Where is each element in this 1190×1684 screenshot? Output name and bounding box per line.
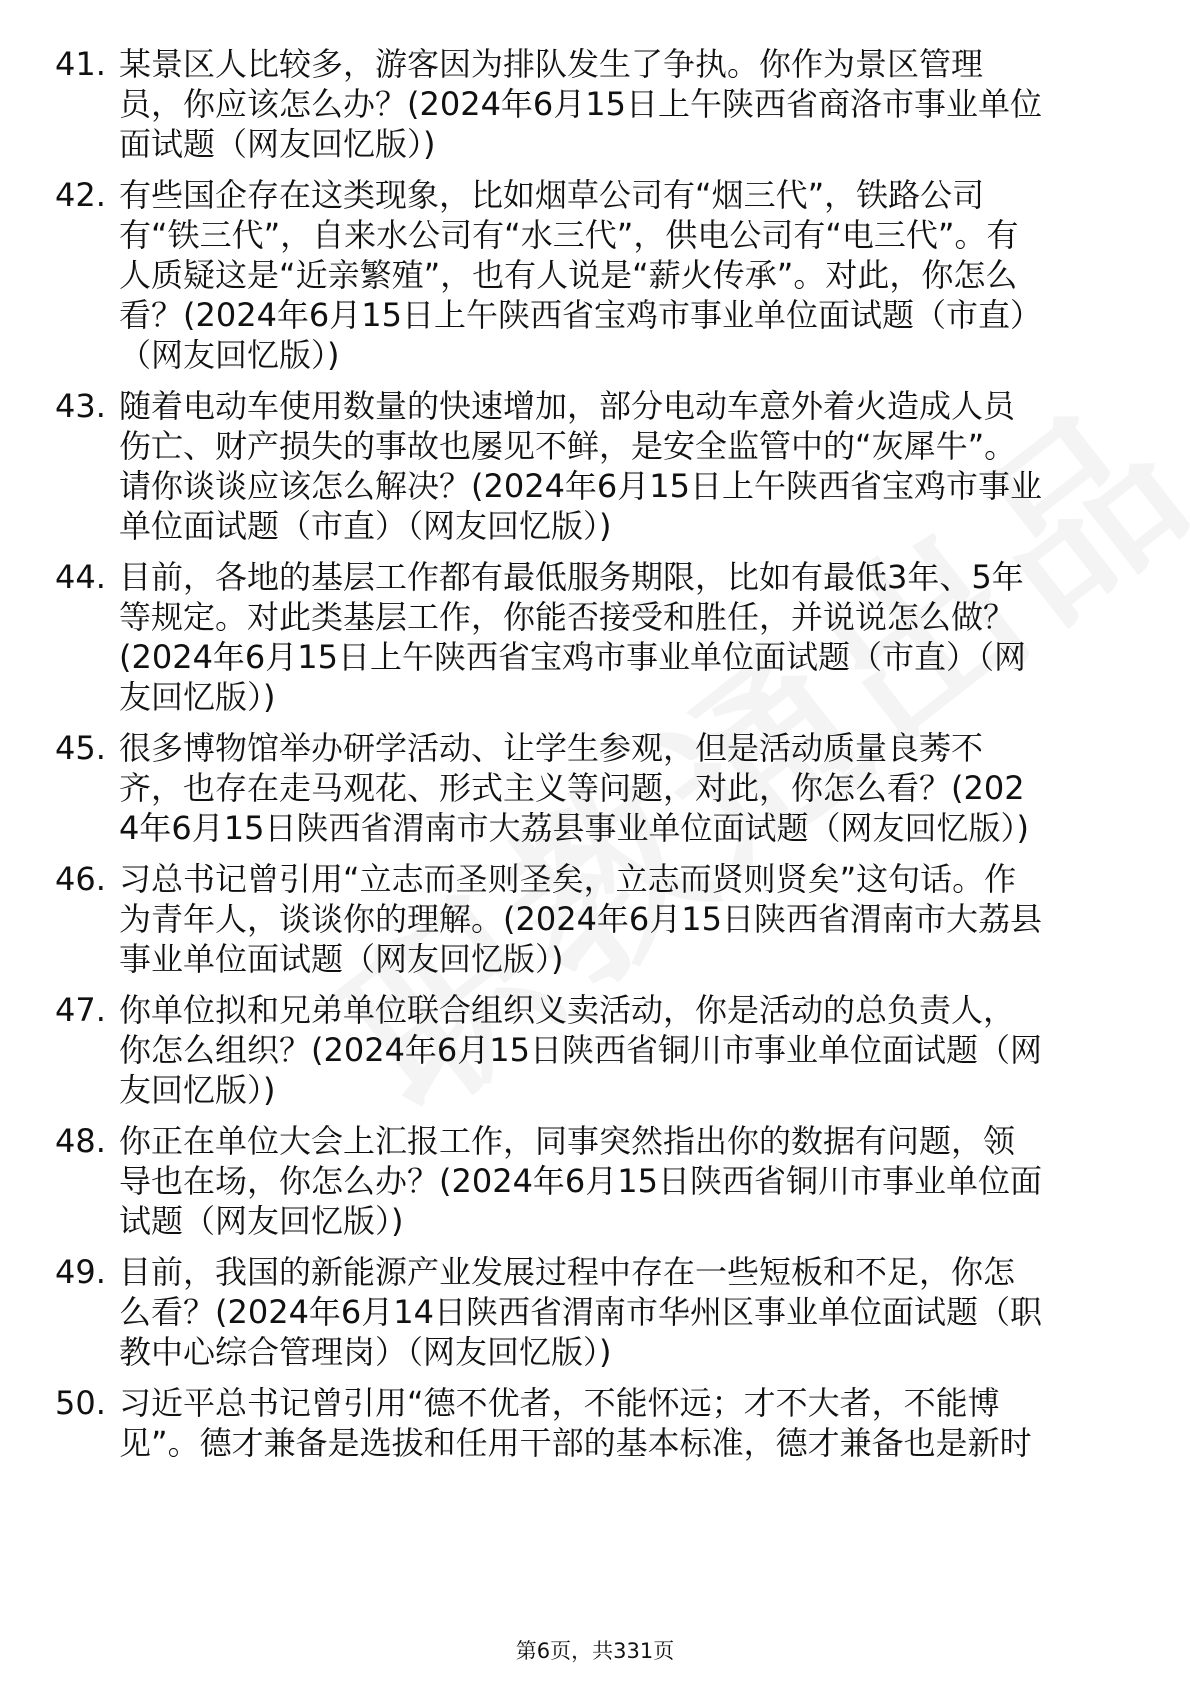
question-number: 50. <box>55 1384 106 1422</box>
question-item <box>0 175 1190 375</box>
question-text: 目前，各地的基层工作都有最低服务期限，比如有最低3年、5年等规定。对此类基层工作，你能否接受和胜任，并说说怎么做？(2024年6月15日上午陕西省宝鸡市事业单位面试题（市直）（网友回忆版）) <box>119 558 1027 716</box>
question-text: 习近平总书记曾引用“德不优者，不能怀远；才不大者，不能博见”。德才兼备是选拔和任用干部的基本标准，德才兼备也是新时 <box>119 1384 1032 1462</box>
question-number: 47. <box>55 991 106 1029</box>
question-item <box>0 1252 1190 1372</box>
question-number: 44. <box>55 558 106 596</box>
question-number: 49. <box>55 1253 106 1291</box>
question-item <box>0 859 1190 979</box>
question-item <box>0 44 1190 164</box>
question-text: 某景区人比较多，游客因为排队发生了争执。你作为景区管理员，你应该怎么办？(2024年6月15日上午陕西省商洛市事业单位面试题（网友回忆版）) <box>119 45 1043 163</box>
question-number: 42. <box>55 176 106 214</box>
question-number: 46. <box>55 860 106 898</box>
question-item <box>0 386 1190 546</box>
question-list <box>0 44 1190 1474</box>
question-item <box>0 728 1190 848</box>
question-text: 很多博物馆举办研学活动、让学生参观，但是活动质量良莠不齐，也存在走马观花、形式主义等问题，对此，你怎么看？(2024年6月15日陕西省渭南市大荔县事业单位面试题（网友回忆版）) <box>119 729 1029 847</box>
question-number: 48. <box>55 1122 106 1160</box>
question-text: 你单位拟和兄弟单位联合组织义卖活动，你是活动的总负责人，你怎么组织？(2024年6月15日陕西省铜川市事业单位面试题（网友回忆版）) <box>119 991 1043 1109</box>
page-footer: 第6页，共331页 <box>515 1639 675 1663</box>
question-item <box>0 557 1190 717</box>
question-text: 有些国企存在这类现象，比如烟草公司有“烟三代”，铁路公司有“铁三代”，自来水公司有“水三代”，供电公司有“电三代”。有人质疑这是“近亲繁殖”，也有人说是“薪火传承”。对此，你怎么看？(2024年6月15日上午陕西省宝鸡市事业单位面试题（市直）（网友回忆版）) <box>119 176 1043 374</box>
question-number: 41. <box>55 45 106 83</box>
question-item <box>0 990 1190 1110</box>
question-text: 目前，我国的新能源产业发展过程中存在一些短板和不足，你怎么看？(2024年6月14日陕西省渭南市华州区事业单位面试题（职教中心综合管理岗）（网友回忆版）) <box>119 1253 1043 1371</box>
question-number: 45. <box>55 729 106 767</box>
question-number: 43. <box>55 387 106 425</box>
question-item <box>0 1121 1190 1241</box>
question-item <box>0 1383 1190 1463</box>
question-text: 随着电动车使用数量的快速增加，部分电动车意外着火造成人员伤亡、财产损失的事故也屡见不鲜，是安全监管中的“灰犀牛”。请你谈谈应该怎么解决？(2024年6月15日上午陕西省宝鸡市事业单位面试题（市直）（网友回忆版）) <box>119 387 1043 545</box>
question-text: 习总书记曾引用“立志而圣则圣矣，立志而贤则贤矣”这句话。作为青年人，谈谈你的理解。(2024年6月15日陕西省渭南市大荔县事业单位面试题（网友回忆版）) <box>119 860 1043 978</box>
question-text: 你正在单位大会上汇报工作，同事突然指出你的数据有问题，领导也在场，你怎么办？(2024年6月15日陕西省铜川市事业单位面试题（网友回忆版）) <box>119 1122 1043 1240</box>
